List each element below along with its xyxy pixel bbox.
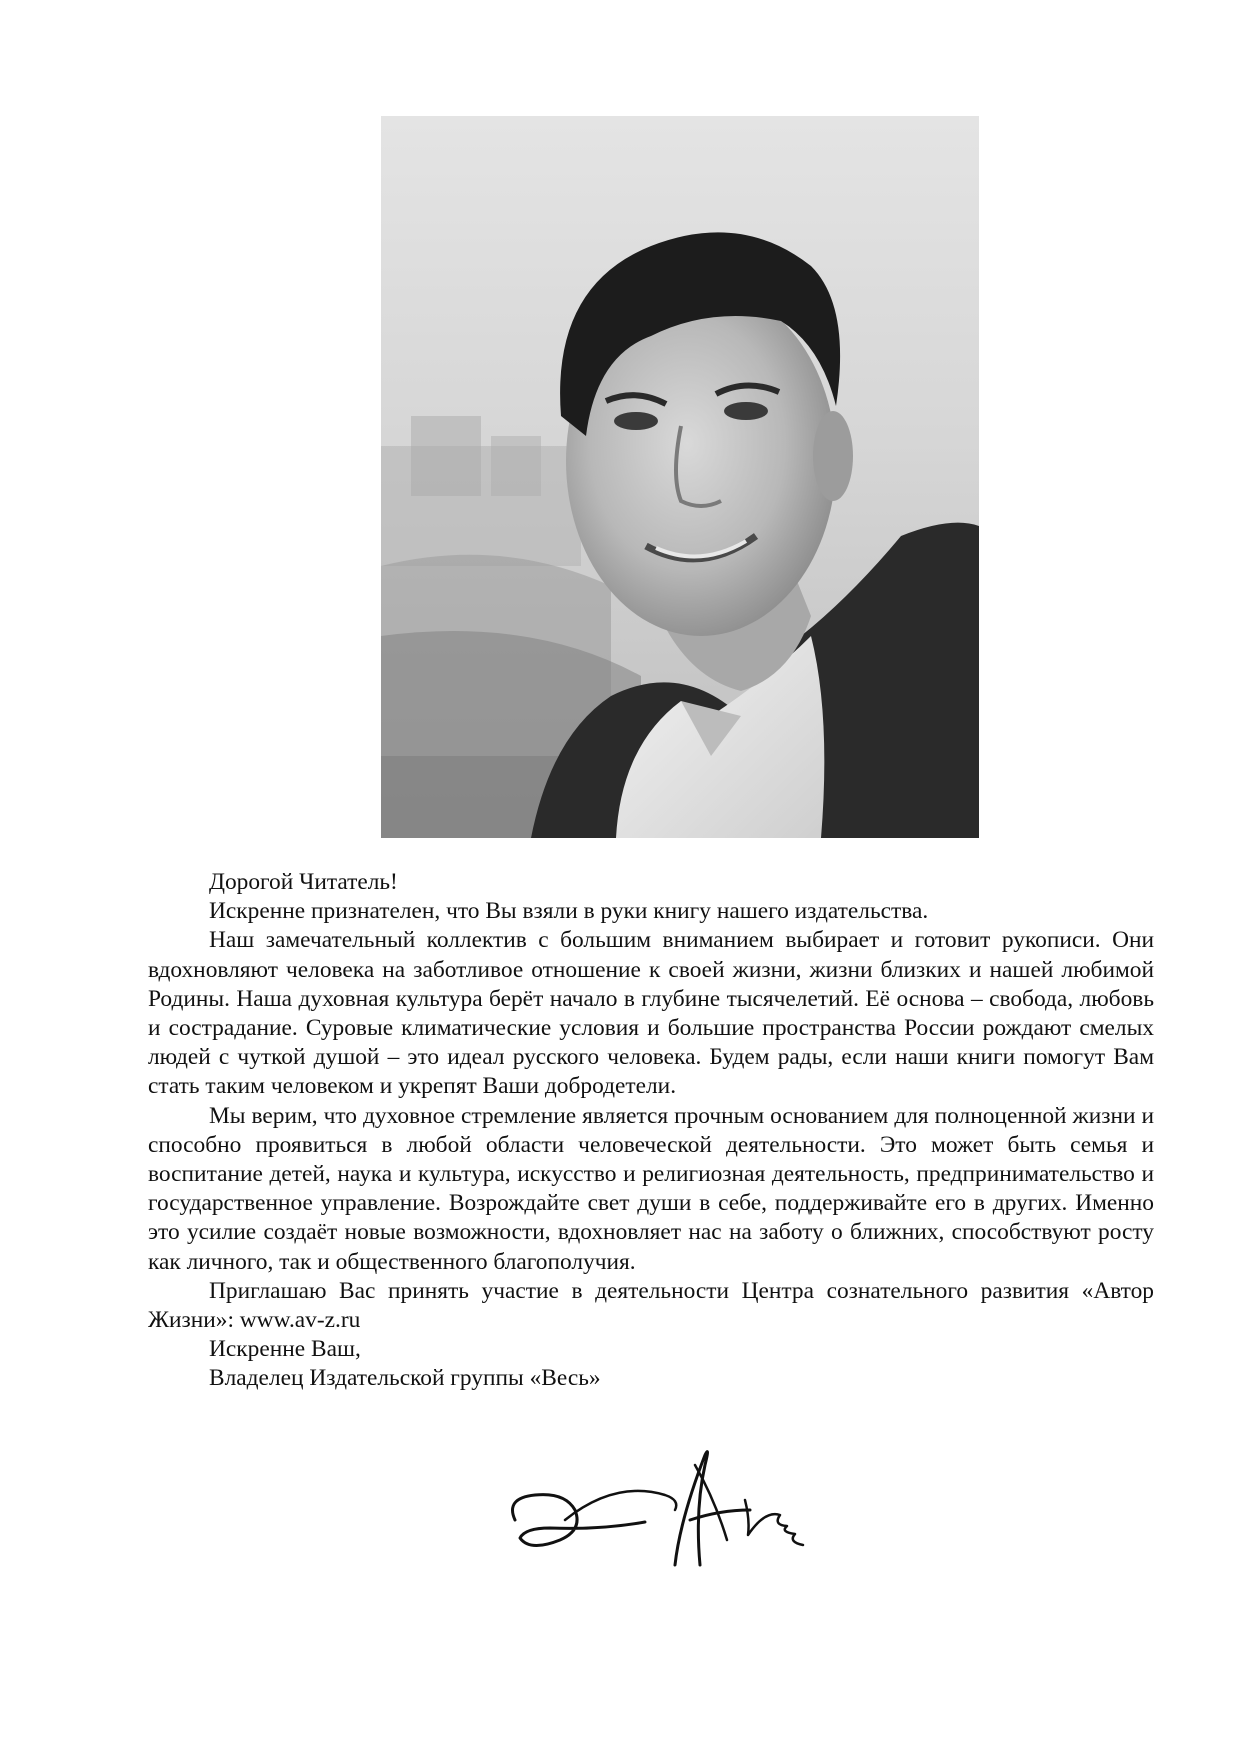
greeting: Дорогой Читатель! <box>209 869 398 895</box>
author-portrait-photo <box>381 116 979 838</box>
signer-title: Владелец Издательской группы «Весь» <box>209 1365 601 1392</box>
handwritten-signature <box>505 1440 825 1570</box>
paragraph: Приглашаю Вас принять участие в деятельности Центра сознательного развития «Автор Жизни»: www.av-z.ru <box>148 1277 1154 1334</box>
paragraph: Наш замечательный коллектив с большим вниманием выбирает и готовит рукописи. Они вдохновляют человека на заботливое отношение к своей жизни, жизни близких и нашей любимой Родины. Наша духовная культура берёт начало в глубине тысячелетий. Её основа – свобода, любовь и сострадание. Суровые климатические условия и большие пространства России рождают смелых людей с чуткой душой – это идеал русского человека. Будем рады, если наши книги помогут Вам стать таким человеком и укрепят Ваши добродетели. <box>148 927 1154 1100</box>
letter-body <box>148 868 1154 1394</box>
closing: Искренне Ваш, <box>209 1336 361 1363</box>
paragraph: Искренне признателен, что Вы взяли в руки книгу нашего издательства. <box>209 898 929 925</box>
paragraph: Мы верим, что духовное стремление является прочным основанием для полноценной жизни и способно проявиться в любой области человеческой деятельности. Это может быть семья и воспитание детей, наука и культура, искусство и религиозная деятельность, предпринимательство и государственное управление. Возрождайте свет души в себе, поддерживайте его в других. Именно это усилие создаёт новые возможности, вдохновляет нас на заботу о ближних, способствуют росту как личного, так и общественного благополучия. <box>148 1102 1154 1275</box>
